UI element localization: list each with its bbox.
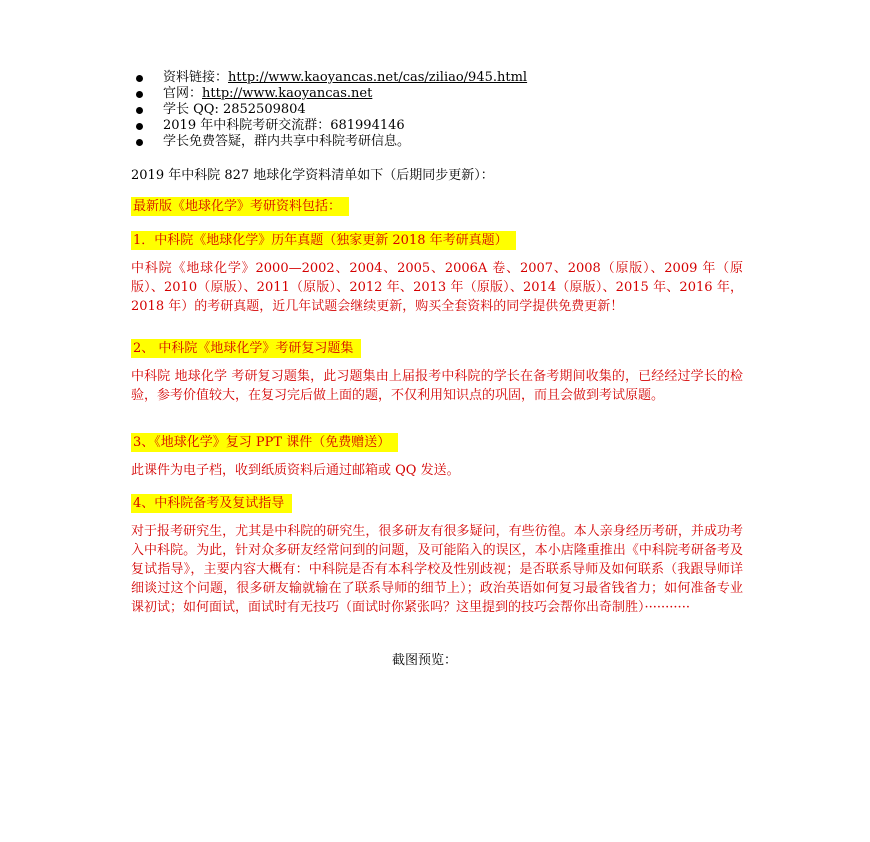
preview-label: 截图预览：	[392, 653, 458, 668]
section-4-body: 对于报考研究生，尤其是中科院的研究生，很多研友有很多疑问，有些彷徨。本人亲身经历考研，并成功考入中科院。为此，针对众多研友经常问到的问题，及可能陷入的误区，本小店隆重推出《中科院考研备考及复试指导》，主要内容大概有：中科院是否有本科学校及性别歧视；是否联系导师及如何联系（我跟导师详细谈过这个问题，很多研友输就输在了联系导师的细节上）；政治英语如何复习最省钱省力；如何准备专业课初试；如何面试，面试时有无技巧（面试时你紧张吗？这里提到的技巧会帮你出奇制胜）···········	[131, 524, 743, 615]
package-heading-text: 最新版《地球化学》考研资料包括：	[131, 197, 349, 216]
free-qa-text: 学长免费答疑，群内共享中科院考研信息。	[163, 134, 411, 149]
section-1-heading-text: 1．中科院《地球化学》历年真题（独家更新 2018 年考研真题）	[131, 231, 516, 250]
section-1-body: 中科院《地球化学》2000—2002、2004、2005、2006A 卷、2007、2008（原版）、2009 年（原版）、2010（原版）、2011（原版）、2012 年、2013 年（原版）、2014（原版）、2015 年、2016 年，2018 年）的考研真题，近几年试题会继续更新，购买全套资料的同学提供免费更新！	[131, 261, 743, 314]
material-link[interactable]: http://www.kaoyancas.net/cas/ziliao/945.html	[228, 70, 528, 85]
section-2-heading	[131, 337, 361, 356]
material-link-label: 资料链接：	[163, 70, 229, 85]
list-item	[134, 86, 754, 102]
contact-bullet-list	[134, 70, 754, 150]
section-3-heading	[131, 431, 398, 450]
list-item	[134, 134, 754, 150]
section-4-heading	[131, 492, 292, 511]
bullet-icon	[136, 107, 143, 114]
list-item	[134, 70, 754, 86]
section-3-heading-text: 3、《地球化学》复习 PPT 课件（免费赠送）	[131, 433, 398, 452]
section-2-body: 中科院 地球化学 考研复习题集，此习题集由上届报考中科院的学长在备考期间收集的，已经经过学长的检验，参考价值较大，在复习完后做上面的题，不仅利用知识点的巩固，而且会做到考试原题。	[131, 369, 743, 403]
bullet-icon	[136, 91, 143, 98]
section-2-heading-text: 2、 中科院《地球化学》考研复习题集	[131, 339, 361, 358]
bullet-icon	[136, 75, 143, 82]
bullet-icon	[136, 123, 143, 130]
package-heading	[131, 195, 349, 214]
section-3-body: 此课件为电子档，收到纸质资料后通过邮箱或 QQ 发送。	[131, 463, 460, 478]
official-site-label: 官网：	[163, 86, 203, 101]
bullet-icon	[136, 139, 143, 146]
list-item	[134, 102, 754, 118]
section-1-heading	[131, 229, 516, 248]
section-4-heading-text: 4、中科院备考及复试指导	[131, 494, 292, 513]
qq-text: 学长 QQ: 2852509804	[163, 102, 306, 117]
list-item	[134, 118, 754, 134]
group-text: 2019 年中科院考研交流群：681994146	[163, 118, 405, 133]
intro-text: 2019 年中科院 827 地球化学资料清单如下（后期同步更新）：	[131, 168, 494, 183]
official-site-link[interactable]: http://www.kaoyancas.net	[202, 86, 373, 101]
